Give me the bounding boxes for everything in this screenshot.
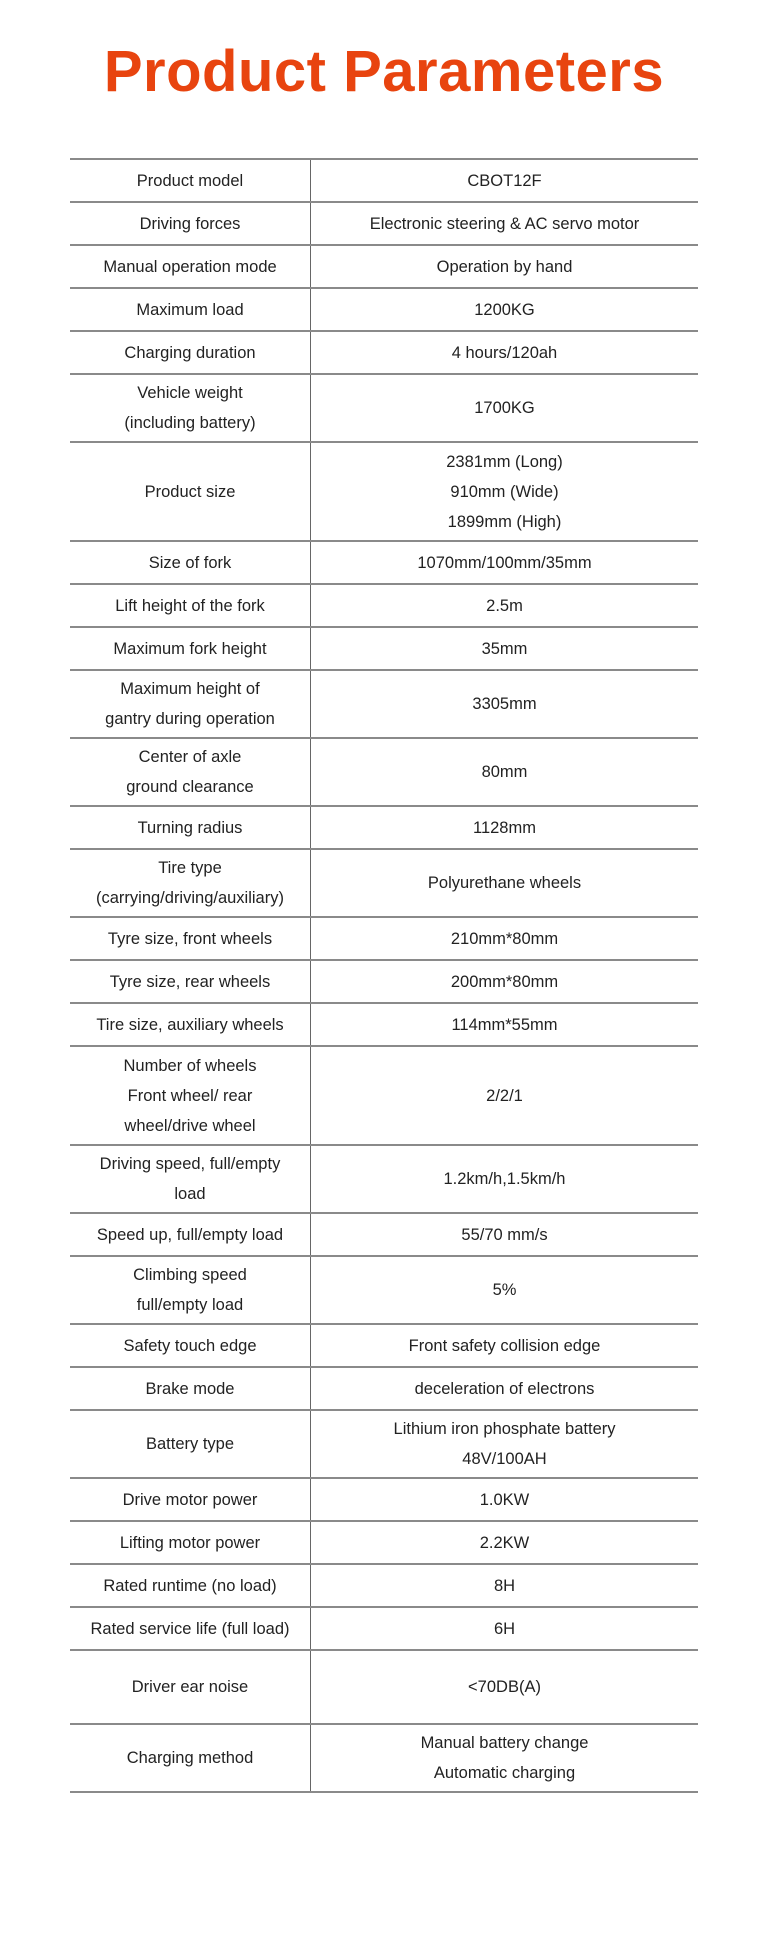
parameter-name (70, 1564, 311, 1607)
parameter-value (311, 374, 699, 442)
label-line: Driver ear noise (131, 1678, 249, 1696)
label-line: Brake mode (145, 1379, 235, 1398)
value-line: 1128mm (473, 818, 536, 837)
parameter-value (311, 849, 699, 917)
parameter-value (311, 806, 699, 849)
table-row (70, 1564, 698, 1607)
label-line: Lift height of the fork (115, 596, 265, 615)
value-line: deceleration of electrons (414, 1379, 595, 1398)
parameter-name (70, 1607, 311, 1650)
value-line: Manual battery change (420, 1734, 589, 1752)
table-row (70, 1607, 698, 1650)
parameter-name (70, 1145, 311, 1213)
parameter-value (311, 288, 699, 331)
parameter-name (70, 1650, 311, 1724)
label-line: Tire size, auxiliary wheels (96, 1015, 284, 1034)
label-line: Number of wheels (123, 1056, 257, 1075)
value-line: 2381mm (Long) (446, 452, 563, 471)
table-row (70, 288, 698, 331)
parameter-value (311, 159, 699, 202)
parameter-name (70, 1724, 311, 1792)
parameter-value (311, 541, 699, 584)
label-line: Maximum height of (120, 680, 260, 698)
label-line: Charging duration (124, 343, 256, 362)
table-row (70, 1145, 698, 1213)
parameter-value (311, 331, 699, 374)
value-line: 2.2KW (479, 1533, 530, 1552)
label-line: ground clearance (126, 778, 254, 796)
parameter-value (311, 1324, 699, 1367)
value-line: 1070mm/100mm/35mm (417, 553, 592, 572)
value-line: Lithium iron phosphate battery (393, 1420, 616, 1438)
value-line: 1700KG (474, 399, 535, 417)
value-line: 114mm*55mm (451, 1015, 558, 1034)
value-line: 910mm (Wide) (450, 482, 559, 501)
value-line: Electronic steering & AC servo motor (369, 214, 640, 233)
label-line: Safety touch edge (123, 1336, 257, 1355)
parameter-value (311, 1003, 699, 1046)
parameter-value (311, 738, 699, 806)
label-line: Front wheel/ rear (127, 1086, 253, 1105)
table-row (70, 1324, 698, 1367)
label-line: Driving speed, full/empty (99, 1155, 281, 1173)
value-line: 1.2km/h,1.5km/h (443, 1170, 566, 1188)
table-row (70, 442, 698, 541)
parameter-name (70, 627, 311, 670)
table-row (70, 960, 698, 1003)
table-row (70, 1478, 698, 1521)
table-row (70, 584, 698, 627)
parameter-name (70, 202, 311, 245)
table-row (70, 1367, 698, 1410)
label-line: Center of axle (138, 748, 242, 766)
value-line: 1899mm (High) (447, 512, 562, 531)
table-row (70, 1650, 698, 1724)
value-line: <70DB(A) (468, 1678, 541, 1696)
parameter-name (70, 442, 311, 541)
value-line: Front safety collision edge (408, 1336, 601, 1355)
parameter-name (70, 374, 311, 442)
table-row (70, 670, 698, 738)
label-line: Product size (144, 482, 236, 501)
value-line: 1.0KW (479, 1490, 530, 1509)
parameter-name (70, 1410, 311, 1478)
parameter-name (70, 1256, 311, 1324)
table-row (70, 849, 698, 917)
parameter-value (311, 202, 699, 245)
label-line: Drive motor power (122, 1490, 258, 1509)
parameter-name (70, 1324, 311, 1367)
table-row (70, 1521, 698, 1564)
parameter-value (311, 670, 699, 738)
value-line: 2/2/1 (486, 1086, 523, 1105)
value-line: 55/70 mm/s (461, 1225, 548, 1244)
table-row (70, 806, 698, 849)
parameter-value (311, 1256, 699, 1324)
value-line: 6H (493, 1619, 516, 1638)
value-line: 48V/100AH (462, 1450, 547, 1468)
parameter-value (311, 1564, 699, 1607)
parameter-name (70, 1367, 311, 1410)
table-row (70, 374, 698, 442)
label-line: Battery type (145, 1435, 235, 1453)
value-line: 80mm (481, 763, 528, 781)
label-line: gantry during operation (105, 710, 275, 728)
label-line: Driving forces (139, 214, 241, 233)
table-row (70, 738, 698, 806)
parameter-value (311, 1478, 699, 1521)
value-line: Operation by hand (436, 257, 573, 276)
parameter-value (311, 1145, 699, 1213)
value-line: 35mm (481, 639, 528, 658)
parameter-value (311, 1213, 699, 1256)
parameter-name (70, 1521, 311, 1564)
table-row (70, 245, 698, 288)
label-line: Maximum load (136, 300, 244, 319)
parameter-name (70, 806, 311, 849)
parameter-name (70, 159, 311, 202)
value-line: 5% (492, 1281, 517, 1299)
page-title: Product Parameters (103, 39, 665, 104)
parameter-name (70, 331, 311, 374)
table-row (70, 159, 698, 202)
label-line: Rated runtime (no load) (103, 1576, 277, 1595)
parameter-name (70, 1003, 311, 1046)
table-row (70, 1256, 698, 1324)
value-line: 2.5m (486, 596, 523, 615)
label-line: (including battery) (124, 414, 256, 432)
table-row (70, 627, 698, 670)
label-line: load (174, 1185, 206, 1203)
parameter-value (311, 442, 699, 541)
table-row (70, 331, 698, 374)
parameter-name (70, 245, 311, 288)
label-line: full/empty load (136, 1296, 244, 1314)
parameter-value (311, 1367, 699, 1410)
parameter-name (70, 584, 311, 627)
label-line: Speed up, full/empty load (96, 1225, 284, 1244)
value-line: 1200KG (474, 300, 535, 319)
parameter-value (311, 627, 699, 670)
table-row (70, 541, 698, 584)
parameter-value (311, 1607, 699, 1650)
value-line: Polyurethane wheels (427, 874, 582, 892)
parameter-value (311, 1650, 699, 1724)
parameter-value (311, 245, 699, 288)
parameter-name (70, 738, 311, 806)
table-row (70, 917, 698, 960)
label-line: Product model (136, 171, 244, 190)
value-line: Automatic charging (433, 1764, 576, 1782)
table-row (70, 1003, 698, 1046)
label-line: Tyre size, rear wheels (109, 972, 271, 991)
parameter-name (70, 917, 311, 960)
value-line: 8H (493, 1576, 516, 1595)
parameter-value (311, 1521, 699, 1564)
parameter-name (70, 960, 311, 1003)
parameter-name (70, 541, 311, 584)
label-line: Maximum fork height (113, 639, 267, 658)
value-line: 210mm*80mm (450, 929, 559, 948)
label-line: Manual operation mode (103, 257, 277, 276)
table-row (70, 1410, 698, 1478)
label-line: wheel/drive wheel (124, 1116, 256, 1135)
parameter-name (70, 1213, 311, 1256)
label-line: Tyre size, front wheels (107, 929, 273, 948)
parameter-name (70, 670, 311, 738)
parameter-name (70, 288, 311, 331)
label-line: Charging method (126, 1749, 254, 1767)
parameter-value (311, 917, 699, 960)
parameter-value (311, 584, 699, 627)
table-row (70, 202, 698, 245)
value-line: 4 hours/120ah (451, 343, 558, 362)
label-line: Vehicle weight (137, 384, 243, 402)
value-line: CBOT12F (467, 171, 542, 190)
label-line: Lifting motor power (119, 1533, 261, 1552)
parameters-table (70, 158, 698, 1793)
parameter-name (70, 849, 311, 917)
parameter-name (70, 1478, 311, 1521)
table-row (70, 1046, 698, 1145)
parameter-name (70, 1046, 311, 1145)
label-line: Rated service life (full load) (90, 1619, 290, 1638)
table-row (70, 1724, 698, 1792)
table-row (70, 1213, 698, 1256)
parameter-value (311, 960, 699, 1003)
parameter-value (311, 1046, 699, 1145)
parameter-value (311, 1410, 699, 1478)
label-line: Size of fork (148, 553, 232, 572)
label-line: (carrying/driving/auxiliary) (96, 889, 284, 907)
label-line: Climbing speed (133, 1266, 247, 1284)
label-line: Tire type (158, 859, 222, 877)
label-line: Turning radius (137, 818, 243, 837)
value-line: 3305mm (472, 695, 537, 713)
value-line: 200mm*80mm (450, 972, 559, 991)
parameter-value (311, 1724, 699, 1792)
